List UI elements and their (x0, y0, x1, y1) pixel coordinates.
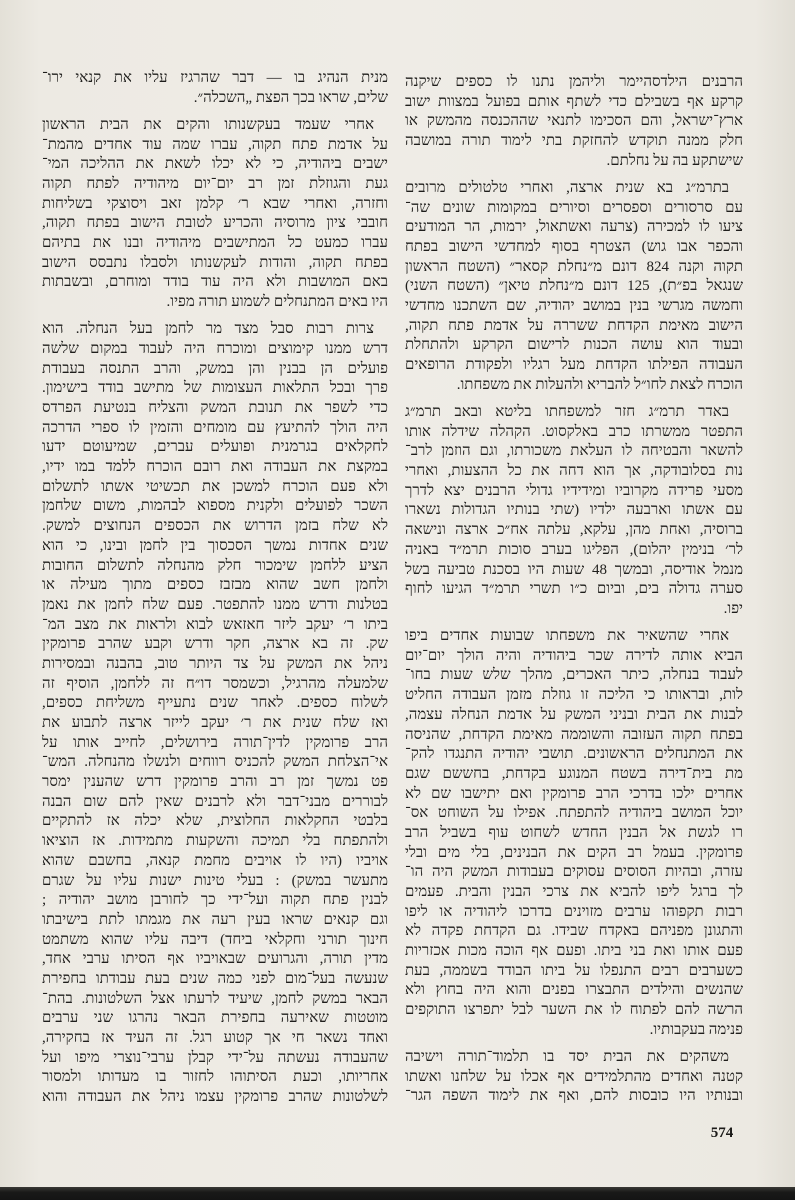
scan-edge (0, 1187, 795, 1200)
text-line: וגם קנאים שראו בעין רעה את מגמתו לתת בישיבתו (42, 911, 388, 928)
text-line: הביא אותה לדירה שכר ביהודיה והיה הולך יום־יום (405, 647, 743, 664)
text-line: היו באים המתנחלים לשמוע תורה מפיו. (166, 294, 388, 311)
text-line: והכפר אבו גוש) הצטרף בסוף למחדשי הישוב בפתח (405, 239, 743, 255)
text-line: בתרמ״ג בא שנית ארצה, ואחרי טלטולים מרובים (405, 179, 729, 196)
text-line: געת והגוזלת זמן רב יום־יום מיהודיה לפתח תקוה (42, 175, 388, 192)
text-line: יוכל המושב ביהודיה להתפתח. אפילו על השוחט אס־ (405, 805, 743, 822)
text-line: חלק ממנה תוקדש להחזקת בתי לימוד תורה במושבה (405, 133, 743, 150)
text-line: הישוב מאימת הקדחת ששררה על אדמת פתח תקוה, (405, 317, 743, 334)
text-line: את המתנחלים הראשונים. תושבי יהודיה התנגדו להק־ (405, 746, 743, 763)
paragraph (42, 69, 388, 108)
text-line: לבנות את הבית ובניני המשק על אדמת הנחלה עצמה, (405, 706, 743, 723)
text-line: פנימה בעקבותיו. (649, 1021, 743, 1038)
text-line: שלמעלה מהרגיל, וכשמסר דו״ח זה ללחמן, הוסיף זה (42, 675, 388, 692)
text-line: אחרי שעמד בעקשנותו והקים את הבית הראשון (42, 116, 374, 133)
text-line: בפתח תקוה, והודות לעקשנותו ולסבלו נתבסס הישוב (42, 254, 388, 271)
text-line: פועלים הן בבנין והן במשק, והרב התנסה בעבודת (42, 360, 388, 377)
text-line: הרבנים הילדסהיימר וליהמן נתנו לו כספים שיקנה (405, 74, 743, 90)
paragraph (42, 320, 388, 1108)
text-line: כדי לשפר את תנובת המשק והצליח בנטיעת הפרדס (42, 400, 388, 416)
left-column (42, 69, 388, 1115)
text-line: הרב פרומקין לדין־תורה בירושלים, לחייב אותו על (42, 734, 388, 751)
text-line: פרומקין. בעמל רב הקים את הבנינים, בלי מים ובלי (405, 844, 743, 861)
text-line: הציע ללחמן שימכור חלק מהנחלה לתשלום החובות (42, 557, 388, 574)
text-line: מנית הנהיג בו — דבר שהרגיז עליו את קנאי ירו־ (42, 70, 388, 86)
text-line: מנמל אודיסה, ובמשך 48 שעות היו בסכנת טביעה בשל (405, 561, 743, 578)
text-line: וחמשה מגרשי בנין במושב יהודיה, שם השתכנו מחדשי (405, 298, 743, 315)
text-line: סערה גדולה בים, וביום כ״ו תשרי תרמ״ד הגיעו לחוף (405, 581, 743, 598)
text-line: ארץ־ישראל, והם הסכימו לתנאי שההכנסה מהמשק או (405, 113, 743, 130)
text-line: לחקלאים בגרמנית ופועלים עברים, שמיעוטם ידעו (42, 439, 388, 456)
text-line: קטנה ואחדים מהתלמידים אף אכלו על שלחנו ואשתו (405, 1068, 743, 1085)
text-line: רו לגשת אל הבנין החדש לשחוט עוף בשביל הרב (405, 824, 743, 841)
text-line: השכר לפועלים ולקנית מספוא לבהמות, משום שלחמן (42, 498, 388, 515)
text-line: מת בית־דירה בשטח המנוגע בקדחת, בחששם שגם (405, 765, 743, 782)
text-line: עזרה, ובהיות הסוסים עסוקים בעבודות המשק היה הו־ (405, 864, 743, 881)
text-line: פעם אותו ואת בני ביתו. ופעם אף הוכה מכות אכזריות (405, 943, 743, 960)
text-line: לר׳ בנימין יהלום), הפליגו בערב סוכות תרמ״ד באניה (405, 541, 743, 558)
text-line: פרך ובכל התלאות העצומות של מתישב בודד בישימון. (42, 380, 388, 397)
text-line: באדר תרמ״ג חזר למשפחתו בליטא ובאב תרמ״ג (405, 404, 729, 420)
text-line: חינוך תורני וחקלאי ביחד) דיבה עליו שהוא משתמט (42, 931, 388, 948)
text-line: בלבטי החקלאות החלוצית, שלא יכלה אז להתקיים (42, 813, 388, 830)
paragraph (42, 116, 388, 313)
text-line: ואחד נשאר חי אך קטוע רגל. זה העיד אז בחקירה, (42, 1030, 388, 1046)
text-line: צרות רבות סבל מצד מר לחמן בעל הנחלה. הוא (42, 321, 374, 338)
text-line: קרקע אף בשבילם כדי לשתף אותם בפועל במצוות ישוב (405, 93, 743, 110)
right-column (405, 73, 743, 1115)
text-line: לשלטונות שהרב פרומקין עצמו ניהל את העבודה והוא (42, 1089, 388, 1106)
text-line: ולא פעם הוכרח למשכן את תכשיטי אשתו לתשלום (42, 478, 388, 495)
text-line: עברו כמעט כל המתישבים מיהודיה ובנו את בתיהם (42, 235, 388, 251)
text-line: הבאר במשק לחמן, שיעיד לרעתו אצל השלטונות. בהת־ (42, 990, 388, 1007)
text-line: הרשה להם לפתוח לו את השער לבל יתפרצו התוקפים (405, 1002, 743, 1019)
text-line: חובבי ציון מרוסיה והכריע לטובת הישוב בפתח תקוה, (42, 215, 388, 232)
text-line: תקוה וקנה 824 דונם מ״נחלת קסאר״ (השטח הראשון (405, 258, 743, 275)
paragraph (405, 73, 743, 171)
text-line: ברוסיה, ואחת מהן, עלקא, עלתה אח״כ ארצה ונישאה (405, 522, 743, 539)
text-line: לא שלח בזמן הדרוש את הכספים הנחוצים למשק. (42, 518, 388, 535)
text-line: בטלנות ודרש ממנו להתפטר. פעם שלח לחמן את נאמן (42, 596, 388, 613)
text-line: מוטטות שאירעה בחפירת הבאר נהרגו שני ערבים (42, 1010, 388, 1027)
text-line: ולחמן חשב שהוא מבזבז כספים מתוך מעילה או (42, 577, 388, 594)
text-line: ואז שלח שנית את ר׳ יעקב לייזר ארצה לתבוע את (42, 715, 388, 731)
text-line: אחריותו, וכעת הסיתוהו לחזור בו מעדותו ולמסור (42, 1069, 388, 1086)
text-line: שנים אחדות נמשך הסכסוך בין לחמן ובינו, כי הוא (42, 537, 388, 554)
text-line: מסעי פרידה מקרוביו ומידידיו גדולי הרבנים יצא לדרך (405, 482, 743, 499)
text-line: ישבים ביהודיה, כי לא יכלו לשאת את ההליכה המי־ (42, 156, 388, 173)
text-line: ביתו ר׳ יעקב ליזר חאזאש לבוא ולראות את מצב המ־ (42, 616, 388, 633)
text-line: יפו. (723, 600, 743, 617)
text-line: ובנותיו היו כובסות להם, ואף את לימוד השפה הגר־ (405, 1088, 743, 1105)
text-line: העבודה הפילתו הקדחת מעל רגליו ולפקודת הרופאים (405, 357, 743, 374)
text-line: אחרי שהשאיר את משפחתו שבועות אחדים ביפו (405, 628, 729, 645)
text-line: נות בסלובודקה, אך הוא דחה את כל ההצעות, ואחרי (405, 463, 743, 480)
text-line: שנגאל בפ״ת), 125 דונם מ״נחלת טיאן״ (השטח השני) (405, 278, 743, 295)
text-line: אי־הצלחת המשק להכניס רווחים ולנשלו מהנחלה. המש־ (42, 754, 388, 771)
text-line: שק. זה בא ארצה, חקר ודרש וקבע שהרב פרומקין (42, 636, 388, 653)
text-line: התפטר ממשרתו כרב באלקסוט. הקהלה שידלה אותו (405, 423, 743, 440)
text-line: באם המושבות ולא היה עוד בודד ומוחרם, ובשבתות (42, 274, 388, 291)
text-line: לבוררים מבני־דבר ולא לרבנים שאין להם שום הבנה (42, 793, 388, 810)
text-line: שהנשים והילדים התבצרו בפנים והוא היה בחוץ ולא (405, 982, 743, 999)
text-line: עם סרסורים וספסרים וסיורים במקומות שונים שה־ (405, 199, 743, 216)
text-line: אויביו (היו לו אויבים מחמת קנאה, בחשבם שהוא (42, 852, 388, 869)
text-line: שנעשה בעל־מום לפני כמה שנים בעת עבודתו בחפירת (42, 970, 388, 987)
text-line: משהקים את הבית יסד בו תלמוד־תורה וישיבה (405, 1049, 729, 1065)
text-line: על אדמת פתח תקוה, עברו שמה עוד אחדים מהמת־ (42, 136, 388, 153)
text-line: במקצת את העבודה ואת רובם הוכרח ללמד במו ידיו, (42, 459, 388, 476)
paragraph (405, 627, 743, 1040)
text-line: שהעבודה נעשתה על־ידי קבלן ערבי־נוצרי מיפו ועל (42, 1049, 388, 1066)
text-line: והתגונן מפניהם באקדח שבידו. גם הקדחת פקדה לא (405, 923, 743, 940)
text-line: לך ברגל ליפו להביא את צרכי הבנין והבית. פעמים (405, 884, 743, 900)
text-line: שישתקע בה על נחלתם. (606, 152, 743, 169)
text-line: כשערבים רבים התנפלו על ביתו הבודד בשממה, בעת (405, 962, 743, 979)
text-line: לבנין פתח תקוה ועל־ידי כך לחורבן מושב יהודיה ; (42, 892, 388, 909)
text-line: הוכרח לצאת לחו״ל להבריא ולהעלות את משפחתו. (456, 376, 743, 393)
text-line: רבות תקפוהו ערבים מזוינים בדרכו ליהודיה או ליפו (405, 903, 743, 920)
paragraph (405, 179, 743, 396)
text-line: בפתח תקוה העזובה והשוממה מאימת הקדחת, שהניסה (405, 726, 743, 743)
text-line: וחזרה, ואחרי שבא ר׳ קלמן זאב ויסוצקי בשליחות (42, 195, 388, 212)
paragraph (405, 403, 743, 620)
text-line: מדין תורה, והגרועים שבאויביו אף הסיתו ערבי אחד, (42, 951, 388, 968)
text-line: לשלוח כספים. לאחר שנים נתעייף משליחת כספים, (42, 695, 388, 712)
text-line: ולהתפתח בלי תמיכה והשקעות מתמידות. אז הוציאו (42, 833, 388, 850)
text-line: ציעו לו למכירה (צרעה ואשתאול, ירמות, הר המודעים (405, 219, 743, 236)
text-line: להשאר והבטיחה לו העלאת משכורתו, וגם הוזמן לרב־ (405, 443, 743, 460)
text-line: לעבוד בנחלה, כיתר האכרים, מהלך שלש שעות בחו־ (405, 667, 743, 684)
text-line: עם אשתו וארבעה ילדיו (שתי בנותיו הגדולות נשארו (405, 502, 743, 519)
text-line: דרש ממנו קימוצים ומוכרח היה לעבוד במקום שלשה (42, 340, 388, 357)
paragraph (405, 1048, 743, 1107)
text-line: ובעוד הוא עושה הכנות לרישום הקרקע ולהתחלת (405, 337, 743, 354)
text-line: מתעשר במשק) : בעלי טינות ישנות עליו על שגרם (42, 872, 388, 889)
text-line: שלים, שראו בכך הפצת „השכלה״. (193, 89, 388, 106)
text-line: פט נמשך זמן רב והרב פרומקין דרש שהענין ימסר (42, 774, 388, 791)
text-line: לות, ובראותו כי הליכה זו גוזלת מזמן העבודה החליט (405, 687, 743, 704)
text-line: היה הולך להתיעץ עם מומחים והזמין לו ספרי הדרכה (42, 419, 388, 436)
text-line: ניהל את המשק על צד היותר טוב, בהבנה ובמסירות (42, 655, 388, 672)
text-line: אחרים ילכו בדרכי הרב פרומקין ואם יתישבו שם לא (405, 785, 743, 802)
page-number: 574 (710, 1125, 734, 1141)
